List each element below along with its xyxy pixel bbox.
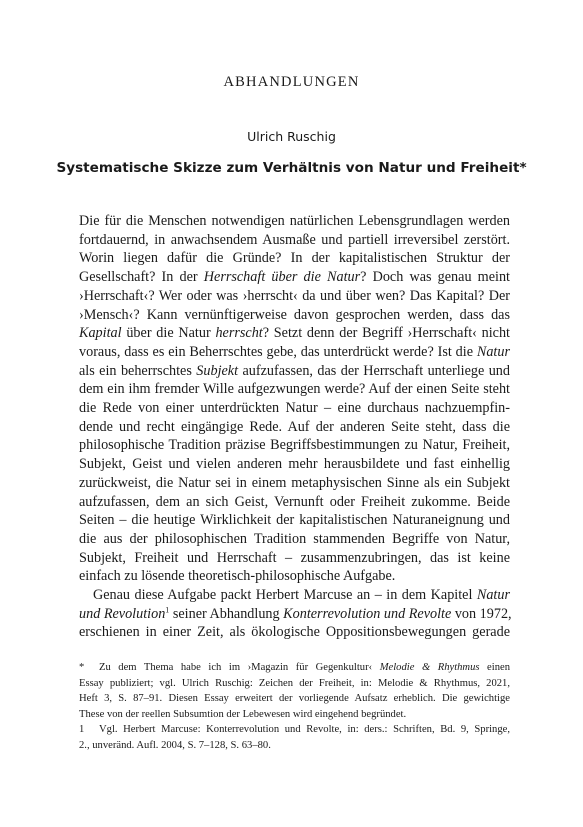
body-line: dende und recht eingängige Rede. Auf der anderen Seite steht, dass die: [79, 418, 510, 435]
footnote-line: 1 Vgl. Herbert Marcuse: Konterrevolution und Revolte, in: ders.: Schriften, Bd. 9, Springe,: [79, 722, 510, 738]
footnote-line: Essay publiziert; vgl. Ulrich Ruschig: Zeichen der Freiheit, in: Melodie & Rhythmus, 2021,: [79, 677, 510, 689]
body-line: Genau diese Aufgabe packt Herbert Marcuse an – in dem Kapitel Natur: [93, 587, 510, 604]
footnote-line: * Zu dem Thema habe ich im ›Magazin für Gegenkultur‹ Melodie & Rhythmus einen: [79, 660, 510, 676]
body-line: als ein beherrschtes Subjekt aufzufassen, das der Herrschaft unterliege und: [79, 362, 510, 379]
body-line: aufzufassen, dem an sich Geist, Vernunft oder Freiheit zukomme. Beide: [79, 493, 510, 510]
article-title: Systematische Skizze zum Verhältnis von Natur und Freiheit*: [56, 160, 527, 176]
body-line: Gesellschaft? In der Herrschaft über die Natur? Doch was genau meint: [79, 269, 510, 286]
body-line: ›Mensch‹? Kann vernünftigerweise davon gesprochen werden, dass das: [79, 306, 510, 323]
body-line: Seiten – die heutige Wirklichkeit der kapitalistischen Naturaneignung und: [79, 512, 510, 529]
footnote-line: 2., unveränd. Aufl. 2004, S. 7–128, S. 63–80.: [79, 739, 271, 751]
author-name: Ulrich Ruschig: [247, 129, 336, 144]
footnote-line: These von der reellen Subsumtion der Lebewesen wird eingehend begründet.: [79, 708, 407, 720]
body-line: voraus, dass es ein Beherrschtes gebe, das unterdrückt werde? Ist die Natur: [79, 343, 510, 360]
body-line: Subjekt, Freiheit und Herrschaft – zusammenzubringen, das ist keine: [79, 549, 510, 566]
body-line: fortdauernd, in anwachsendem Ausmaße und partiell irreversibel zerstört.: [79, 231, 510, 248]
body-text: [79, 212, 510, 642]
body-line: erschienen in einer Zeit, als ökologische Oppositionsbewegungen gerade: [79, 624, 510, 641]
body-line: Subjekt, Geist und vielen anderen mehr herausbildete und fast einhellig: [79, 456, 510, 473]
footnote-marker: 1: [79, 724, 85, 736]
body-line: Kapital über die Natur herrscht? Setzt denn der Begriff ›Herrschaft‹ nicht: [79, 325, 510, 342]
body-line: die Rede von einer unterdrückten Natur – eine durchaus nachzuempfin-: [79, 400, 510, 417]
footnotes: [79, 660, 510, 754]
body-line: die aus der philosophischen Tradition stammenden Begriffe von Natur,: [79, 530, 510, 547]
body-line: philosophische Tradition präzise Begriffsbestimmungen zu Natur, Freiheit,: [79, 437, 510, 454]
footnote-line: Heft 3, S. 87–91. Diesen Essay erweitert der vorliegende Aufsatz erheblich. Die gewichtige: [79, 693, 510, 705]
body-line: Worin liegen dafür die Gründe? In der kapitalistischen Struktur der: [79, 250, 510, 267]
body-line: einfach zu lösende theoretisch-philosophische Aufgabe.: [79, 568, 396, 585]
body-line: dem ein ihm fremder Wille aufgezwungen werde? Auf der einen Seite steht: [79, 381, 510, 398]
body-line: ›Herrschaft‹? Wer oder was ›herrscht‹ da und über wen? Das Kapital? Der: [79, 287, 510, 304]
section-header: ABHANDLUNGEN: [223, 74, 360, 90]
body-line: und Revolution$^1$ seiner Abhandlung Konterrevolution und Revolte von 1972,: [79, 605, 512, 622]
body-line: Die für die Menschen notwendigen natürlichen Lebensgrundlagen werden: [79, 213, 510, 229]
footnote-ref[interactable]: 1: [165, 605, 170, 615]
footnote-marker: *: [79, 662, 85, 673]
body-line: zurückweist, die Natur sei in einem metaphysischen Sinne als ein Subjekt: [79, 474, 510, 491]
